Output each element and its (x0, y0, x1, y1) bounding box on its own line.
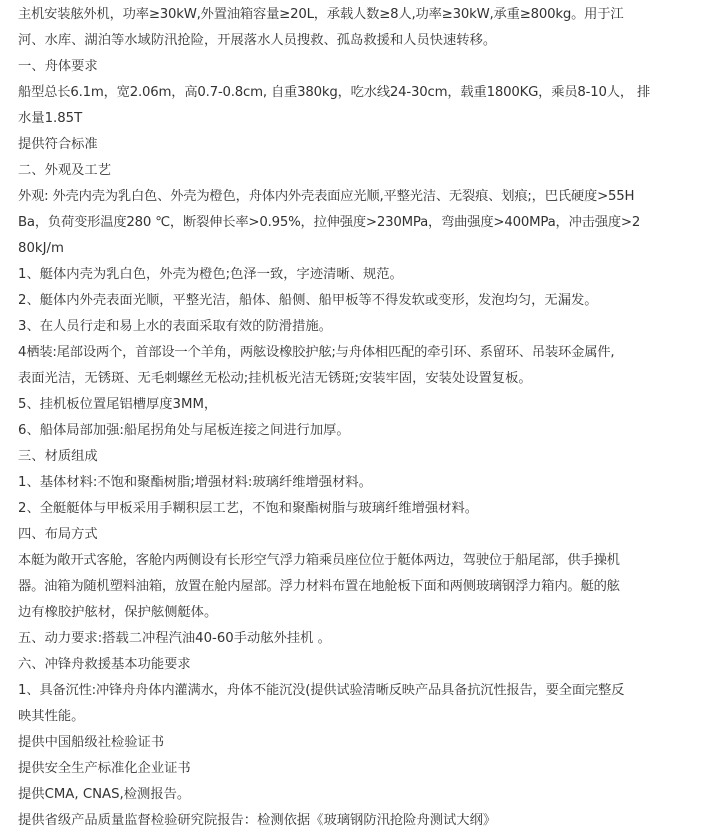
intro-line-2: 河、水库、湖泊等水域防汛抢险，开展落水人员搜救、孤岛救援和人员快速转移。 (18, 33, 497, 48)
certificate-ccs: 提供中国船级社检验证书 (18, 735, 165, 750)
materials-item-2: 2、全艇艇体与甲板采用手糊积层工艺，不饱和聚酯树脂与玻璃纤维增强材料。 (18, 501, 479, 516)
appearance-item-4 (18, 340, 724, 392)
appearance-item-6: 6、船体局部加强:船尾拐角处与尾板连接之间进行加厚。 (18, 423, 350, 438)
intro-line-1: 主机安装舷外机，功率≥30kW,外置油箱容量≥20L，承载人数≥8人,功率≥30kW,承重≥800kg。用于江 (18, 7, 624, 22)
hull-dimensions-line-1: 船型总长6.1m，宽2.06m，高0.7-0.8cm, 自重380kg，吃水线24-30cm，载重1800KG，乘员8-10人， 排 (18, 85, 651, 100)
certificate-safety: 提供安全生产标准化企业证书 (18, 761, 191, 776)
intro-paragraph (18, 2, 724, 54)
appearance-item-1: 1、艇体内壳为乳白色，外壳为橙色;色泽一致，字迹清晰、规范。 (18, 267, 403, 282)
appearance-paragraph (18, 184, 724, 262)
functions-item-1 (18, 678, 724, 730)
functions-item-1-line-1: 1、具备沉性:冲锋舟舟体内灌满水，舟体不能沉没(提供试验清晰反映产品具备抗沉性报告，要全面完整反 (18, 683, 625, 698)
layout-paragraph (18, 548, 724, 626)
appearance-item-2: 2、艇体内外壳表面光顺，平整光洁，船体、船侧、船甲板等不得发软或变形，发泡均匀，无漏发。 (18, 293, 598, 308)
section-heading-power: 五、动力要求:搭载二冲程汽油40-60手动舷外挂机 。 (18, 631, 331, 646)
appearance-item-4-line-2: 表面光洁，无锈斑、无毛刺螺丝无松动;挂机板光洁无锈斑;安装牢固，安装处设置复板。 (18, 371, 532, 386)
section-heading-appearance: 二、外观及工艺 (18, 163, 111, 178)
section-heading-layout: 四、布局方式 (18, 527, 98, 542)
section-heading-functions: 六、冲锋舟救援基本功能要求 (18, 657, 191, 672)
layout-line-3: 边有橡胶护舷材，保护舷侧艇体。 (18, 605, 218, 620)
layout-line-1: 本艇为敞开式客舱，客舱内两侧设有长形空气浮力箱乘员座位位于艇体两边，驾驶位于船尾部，供手操机 (18, 553, 620, 568)
appearance-line-3: 80kJ/m (18, 241, 64, 256)
hull-dimensions-paragraph (18, 80, 724, 132)
appearance-item-3: 3、在人员行走和易上水的表面采取有效的防滑措施。 (18, 319, 332, 334)
appearance-line-2: Ba，负荷变形温度280 ℃，断裂伸长率>0.95%，拉伸强度>230MPa，弯曲强度>400MPa，冲击强度>2 (18, 215, 641, 230)
section-heading-materials: 三、材质组成 (18, 449, 98, 464)
certificate-provincial-report: 提供省级产品质量监督检验研究院报告：检测依据《玻璃钢防汛抢险舟测试大纲》 (18, 813, 497, 828)
section-heading-hull: 一、舟体要求 (18, 59, 98, 74)
materials-item-1: 1、基体材料:不饱和聚酯树脂;增强材料:玻璃纤维增强材料。 (18, 475, 372, 490)
certificate-cma-cnas: 提供CMA, CNAS,检测报告。 (18, 787, 191, 802)
appearance-item-5: 5、挂机板位置尾铝槽厚度3MM， (18, 397, 218, 412)
hull-dimensions-line-2: 水量1.85T (18, 111, 83, 126)
standard-compliance-text: 提供符合标准 (18, 137, 98, 152)
appearance-line-1: 外观: 外壳内壳为乳白色、外壳为橙色，舟体内外壳表面应光顺,平整光洁、无裂痕、划痕;，巴氏硬度>55H (18, 189, 635, 204)
functions-item-1-line-2: 映其性能。 (18, 709, 85, 724)
appearance-item-4-line-1: 4栖装:尾部设两个，首部设一个羊角，两舷设橡胶护舷;与舟体相匹配的牵引环、系留环、吊装环金属件, (18, 345, 615, 360)
layout-line-2: 器。油箱为随机塑料油箱，放置在舱内屋部。浮力材料布置在地舱板下面和两侧玻璃钢浮力箱内。艇的舷 (18, 579, 620, 594)
